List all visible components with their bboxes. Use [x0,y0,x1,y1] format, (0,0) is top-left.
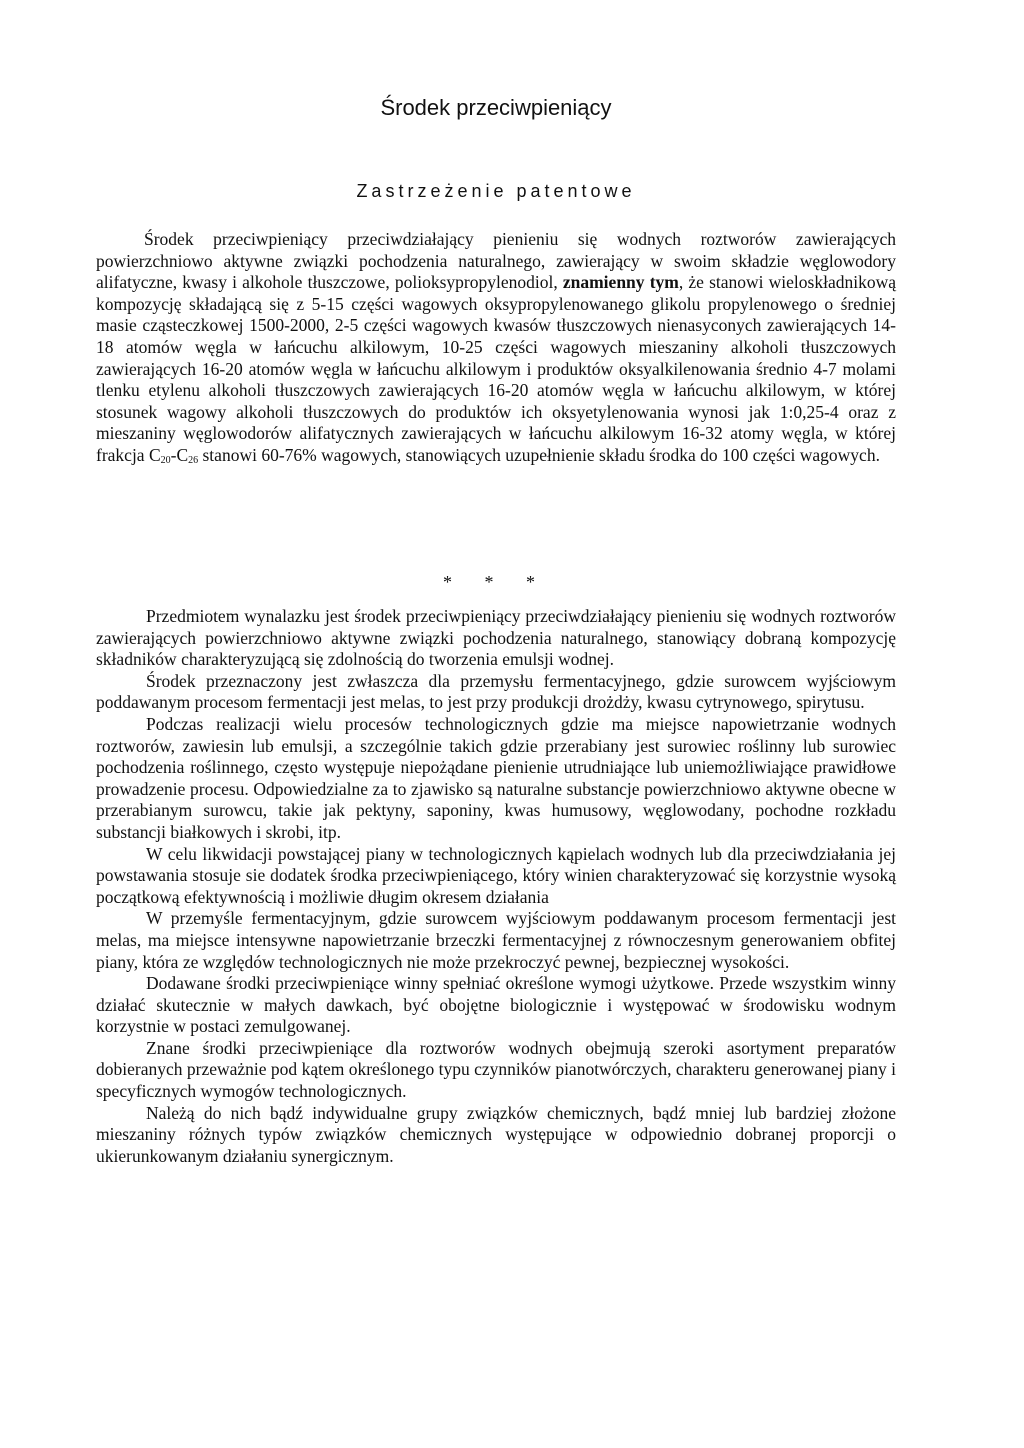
description-paragraph: Dodawane środki przeciwpieniące winny spełniać określone wymogi użytkowe. Przede wszystkim winny działać skutecznie w małych dawkach, być obojętne biologicznie i występować w środowisku wodnym korzystnie w postaci zemulgowanej. [96,973,896,1037]
claim-subscript-26: 26 [188,454,199,466]
claim-text-part-1: Środek przeciwpieniący przeciwdziałający pienieniu się wodnych roztworów zawierających powierzchniowo aktywne związki pochodzenia naturalnego, zawierający w swoim składzie węglowodory alifatyczne, kwasy i alkohole tłuszczowe, polioksypropylenodiol, [96,229,896,293]
claims-heading: Zastrzeżenie patentowe [356,181,636,201]
claim-text-part-3: -C [170,444,189,465]
description-paragraph: Znane środki przeciwpieniące dla roztworów wodnych obejmują szeroki asortyment preparatów dobieranych przeważnie pod kątem określonego typu czynników pianotwórczych, charakteru generowanej piany i specyficznych wymogów technologicznych. [96,1037,896,1102]
description-paragraph: Przedmiotem wynalazku jest środek przeciwpieniący przeciwdziałający pienieniu się wodnych roztworów zawierających powierzchniowo aktywne związki pochodzenia naturalnego, stanowiący dobraną kompozycję składników charakteryzującą się zdolnością do tworzenia emulsji wodnej. [96,606,896,670]
description-paragraph: Środek przeznaczony jest zwłaszcza dla przemysłu fermentacyjnego, gdzie surowcem wyjściowym poddawanym procesom fermentacji jest melas, to jest przy produkcji drożdży, kwasu cytrynowego, spirytusu. [96,670,896,713]
description-paragraph: W przemyśle fermentacyjnym, gdzie surowcem wyjściowym poddawanym procesom fermentacji jest melas, ma miejsce intensywne napowietrzanie brzeczki fermentacyjnej z równoczesnym generowaniem obfitej piany, która ze względów technologicznych nie może przekroczyć pewnej, bezpiecznej wysokości. [96,908,896,972]
patent-claim [96,229,896,467]
claim-text-part-4: stanowi 60-76% wagowych, stanowiących uzupełnienie składu środka do 100 części wagowych. [198,444,880,465]
description-paragraph: W celu likwidacji powstającej piany w technologicznych kąpielach wodnych lub dla przeciwdziałania jej powstawania stosuje sie dodatek środka przeciwpieniącego, który winien charakteryzować się korzystnie wysoką początkową efektywnością i możliwie długim okresem działania [96,843,896,907]
claim-subscript-20: 20 [160,454,171,466]
description-body [96,606,896,1167]
description-paragraph: Podczas realizacji wielu procesów technologicznych gdzie ma miejsce napowietrzanie wodnych roztworów, zawiesin lub emulsji, a szczególnie takich gdzie przerabiany jest surowiec roślinny lub surowiec pochodzenia roślinnego, często występuje niepożądane pienienie utrudniające lub uniemożliwiające prawidłowe prowadzenie procesu. Odpowiedzialne za to zjawisko są naturalne substancje powierzchniowo aktywne obecne w przerabianym surowcu, takie jak pektyny, saponiny, kwas humusowy, węglowodany, pochodne rozkładu substancji białkowych i skrobi, itp. [96,713,896,842]
document-page [96,0,896,1448]
description-paragraph: Należą do nich bądź indywidualne grupy związków chemicznych, bądź mniej lub bardziej złożone mieszaniny różnych typów związków chemicznych występujące w odpowiednio dobranej proporcji o ukierunkowanym działaniu synergicznym. [96,1102,896,1166]
section-separator: * * * [443,572,549,592]
claim-characterizing-phrase: znamienny tym [562,272,679,293]
claim-text-part-2: , że stanowi wieloskładnikową kompozycję składającą się z 5-15 części wagowych oksypropylenowanego glikolu propylenowego o średniej masie cząsteczkowej 1500-2000, 2-5 części wagowych kwasów tłuszczowych nienasyconych zawierających 14-18 atomów węgla w łańcuchu alkilowym, 10-25 części wagowych mieszaniny alkoholi tłuszczowych zawierających 16-20 atomów węgla w łańcuchu alkilowym i produktów oksyalkilenowania średnio 4-7 molami tlenku etylenu alkoholi tłuszczowych zawierających 16-20 atomów węgla w łańcuchu alkilowym, w której stosunek wagowy alkoholi tłuszczowych do produktów ich oksyetylenowania wynosi jak 1:0,25-4 oraz z mieszaniny węglowodorów alifatycznych zawierających w łańcuchu alkilowym 16-32 atomy węgla, w której frakcja C [96,272,896,465]
document-title: Środek przeciwpieniący [380,95,612,120]
